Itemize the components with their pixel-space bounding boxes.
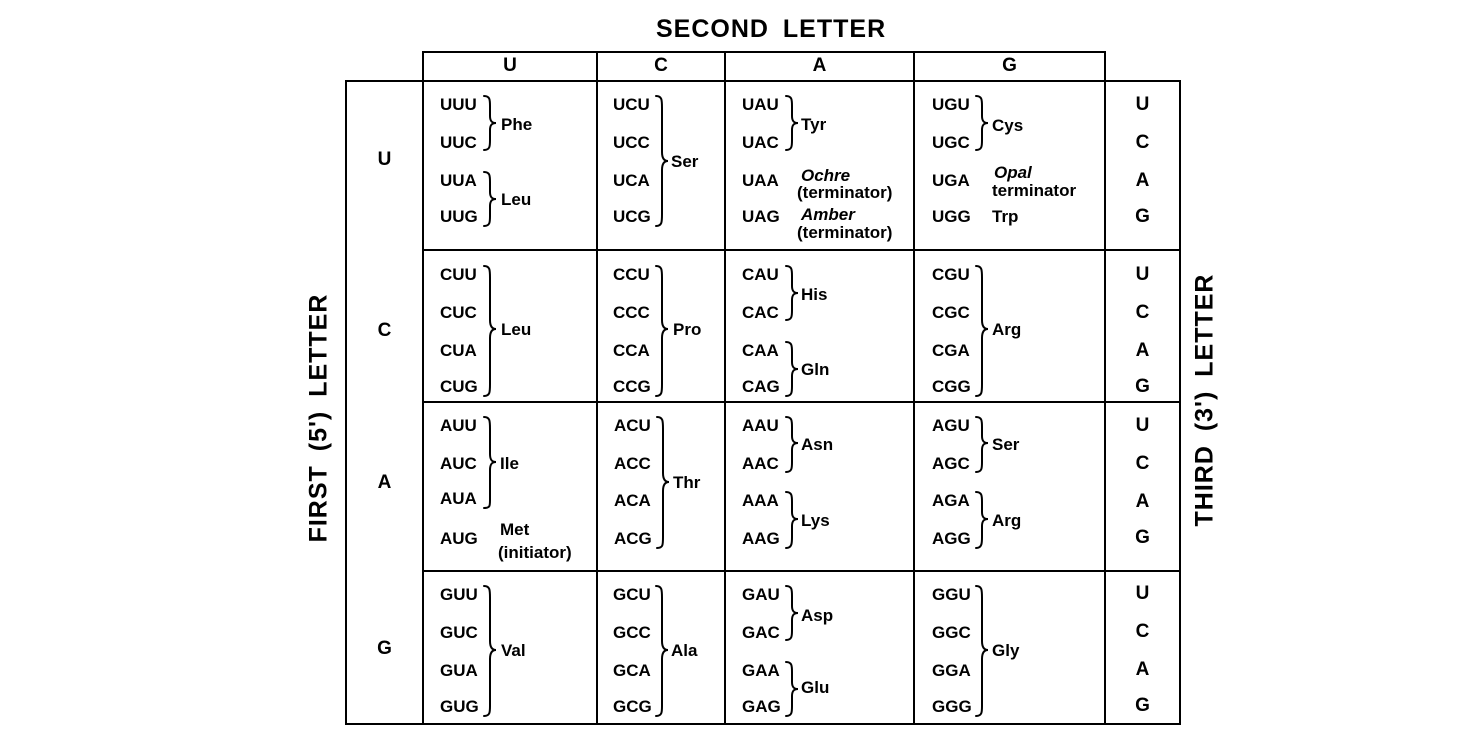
amino-acid-label: Gln [801, 360, 830, 379]
third-letter: A [1135, 659, 1150, 680]
codon: UAU [742, 95, 779, 114]
codon: GGC [932, 623, 971, 642]
codon: ACU [614, 416, 651, 435]
codon: UUU [440, 95, 477, 114]
amino-acid-label: Ser [992, 435, 1020, 454]
codon: CCG [613, 377, 651, 396]
codon: CGG [932, 377, 971, 396]
amino-acid-label: Arg [992, 320, 1022, 339]
brace [786, 96, 798, 150]
amino-acid-label: Lys [801, 511, 830, 530]
codon: UCU [613, 95, 650, 114]
terminator-label: terminator [992, 181, 1077, 200]
third-letter: G [1135, 527, 1150, 548]
codon: GUG [440, 697, 479, 716]
amino-acid-label: Arg [992, 511, 1022, 530]
codon: ACG [614, 529, 652, 548]
amino-acid-label: Thr [673, 473, 701, 492]
terminator-label: (terminator) [797, 223, 893, 242]
third-letter: U [1135, 415, 1150, 436]
codon: UAG [742, 207, 780, 226]
amino-acid-label: His [801, 285, 828, 304]
amino-acid-label: Val [501, 641, 526, 660]
codon: AGU [932, 416, 970, 435]
codon: GUC [440, 623, 478, 642]
third-letter: G [1135, 376, 1150, 397]
brace [976, 417, 988, 472]
codon: AGC [932, 454, 970, 473]
codon: ACC [614, 454, 651, 473]
codon: CCU [613, 265, 650, 284]
brace [976, 96, 988, 150]
codon: UAC [742, 133, 779, 152]
codon: UUC [440, 133, 477, 152]
codon: AUG [440, 529, 478, 548]
third-letter: C [1135, 302, 1150, 323]
codon: UGG [932, 207, 971, 226]
brace [786, 266, 798, 320]
brace [657, 417, 669, 548]
third-letter: A [1135, 340, 1150, 361]
codon: CUU [440, 265, 477, 284]
first-letter-title: FIRST (5') LETTER [304, 293, 333, 543]
codon: AAC [742, 454, 779, 473]
codon: UUG [440, 207, 478, 226]
first-letter-a: A [377, 472, 392, 493]
codon: AAA [742, 491, 779, 510]
codon: CAC [742, 303, 779, 322]
first-letter-u: U [377, 149, 392, 170]
codon: AUA [440, 489, 477, 508]
brace [656, 96, 668, 226]
amino-acid-label: Leu [501, 320, 532, 339]
third-letter: U [1135, 264, 1150, 285]
codon: AGA [932, 491, 970, 510]
brace [484, 586, 496, 716]
terminator-label: (terminator) [797, 183, 893, 202]
amino-acid-label: Trp [992, 207, 1019, 226]
codon: GUA [440, 661, 478, 680]
codon: GAG [742, 697, 781, 716]
amino-acid-label: Ile [500, 454, 519, 473]
codon: CAA [742, 341, 779, 360]
codon: GUU [440, 585, 478, 604]
codon: GAC [742, 623, 780, 642]
brace [786, 586, 798, 640]
amino-acid-label: Ser [671, 152, 699, 171]
brace [484, 417, 496, 508]
brace [786, 342, 798, 396]
brace [976, 586, 988, 716]
codon: GCA [613, 661, 651, 680]
codon: GAU [742, 585, 780, 604]
codon: UCG [613, 207, 651, 226]
third-letter: C [1135, 453, 1150, 474]
third-letter: U [1135, 583, 1150, 604]
third-letter-title: THIRD (3') LETTER [1190, 273, 1219, 527]
brace [976, 266, 988, 396]
codon: UGA [932, 171, 970, 190]
codon: GCC [613, 623, 651, 642]
amino-acid-label: Gly [992, 641, 1020, 660]
codon: UGC [932, 133, 970, 152]
amino-acid-label: Leu [501, 190, 532, 209]
codon: GGU [932, 585, 971, 604]
codon: UGU [932, 95, 970, 114]
third-letter: A [1135, 170, 1150, 191]
codon: AUC [440, 454, 477, 473]
brace [786, 417, 798, 472]
third-letter: C [1135, 132, 1150, 153]
third-letter: C [1135, 621, 1150, 642]
amino-acid-label: Cys [992, 116, 1024, 135]
codon: GCG [613, 697, 652, 716]
codon: GGG [932, 697, 972, 716]
codon: GGA [932, 661, 971, 680]
amino-acid-label: Met [500, 520, 530, 539]
brace [656, 586, 668, 716]
codon: CGU [932, 265, 970, 284]
codon: GCU [613, 585, 651, 604]
codon: AGG [932, 529, 971, 548]
brace [656, 266, 668, 396]
stop-codon-name: Ochre [801, 166, 851, 185]
codon: CUG [440, 377, 478, 396]
brace [484, 266, 496, 396]
second-letter-g: G [1002, 55, 1017, 76]
codon: CGA [932, 341, 970, 360]
brace [976, 492, 988, 548]
third-letter: U [1135, 94, 1150, 115]
amino-acid-label: Glu [801, 678, 830, 697]
codon: CCC [613, 303, 650, 322]
amino-acid-label: Asp [801, 606, 834, 625]
codon: GAA [742, 661, 780, 680]
brace [786, 492, 798, 548]
codon: CGC [932, 303, 970, 322]
second-letter-title: SECOND LETTER [656, 15, 887, 43]
amino-acid-label: Asn [801, 435, 834, 454]
amino-acid-label: Ala [671, 641, 698, 660]
amino-acid-label: Phe [501, 115, 533, 134]
codon: AAU [742, 416, 779, 435]
codon: ACA [614, 491, 651, 510]
amino-acid-label: Pro [673, 320, 702, 339]
codon: AAG [742, 529, 780, 548]
codon: CCA [613, 341, 650, 360]
stop-codon-name: Amber [801, 205, 855, 224]
third-letter: A [1135, 491, 1150, 512]
codon: CAG [742, 377, 780, 396]
brace [484, 172, 496, 226]
codon: UUA [440, 171, 477, 190]
amino-acid-label: Tyr [801, 115, 827, 134]
second-letter-u: U [503, 55, 517, 76]
codon: AUU [440, 416, 477, 435]
second-letter-a: A [812, 55, 827, 76]
codon: CUA [440, 341, 477, 360]
brace [786, 662, 798, 716]
codon: CAU [742, 265, 779, 284]
second-letter-c: C [654, 55, 668, 76]
codon: UCC [613, 133, 650, 152]
codon: UCA [613, 171, 650, 190]
stop-codon-name: Opal [994, 163, 1032, 182]
codon: UAA [742, 171, 779, 190]
initiator-label: (initiator) [498, 543, 572, 562]
codon: CUC [440, 303, 477, 322]
third-letter: G [1135, 206, 1150, 227]
first-letter-c: C [377, 320, 392, 341]
first-letter-g: G [377, 638, 392, 659]
brace [484, 96, 496, 150]
third-letter: G [1135, 695, 1150, 716]
